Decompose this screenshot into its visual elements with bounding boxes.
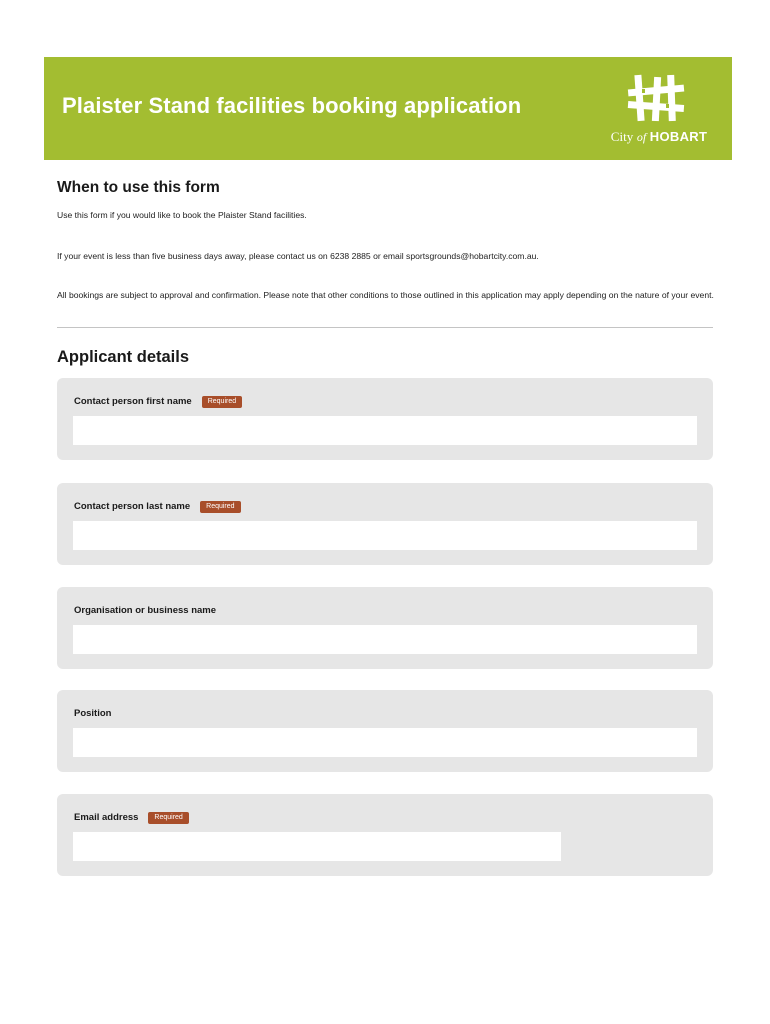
position-field-group [57,690,713,772]
last-name-label-text: Contact person last name [74,501,191,512]
first-name-label [74,396,242,408]
first-name-field-group [57,378,713,460]
logo-city-text: City [610,129,634,144]
last-name-input[interactable] [73,521,697,550]
organisation-label [74,605,216,616]
position-label [74,708,111,719]
intro-paragraph-1: Use this form if you would like to book the Plaister Stand facilities. [57,210,307,220]
organisation-field-group [57,587,713,669]
intro-paragraph-3: All bookings are subject to approval and confirmation. Please note that other conditions to those outlined in this application may apply depending on the nature of your event. [57,290,714,300]
required-badge: Required [148,812,188,824]
organisation-input[interactable] [73,625,697,654]
when-section-heading: When to use this form [57,179,220,196]
first-name-label-text: Contact person first name [74,396,192,407]
first-name-input[interactable] [73,416,697,445]
section-divider [57,327,713,328]
city-of-hobart-logo [604,73,714,145]
applicant-section-heading: Applicant details [57,348,190,366]
logo-of-text: of [636,130,647,144]
last-name-label [74,501,241,513]
intro-paragraph-2: If your event is less than five business days away, please contact us on 6238 2885 or email sportsgrounds@hobartcity.com.au. [57,251,539,261]
email-input[interactable] [73,832,561,861]
required-badge: Required [202,396,242,408]
logo-hobart-text: HOBART [649,129,708,144]
position-input[interactable] [73,728,697,757]
position-label-text: Position [74,708,112,719]
email-label-text: Email address [74,812,139,823]
required-badge: Required [200,501,240,513]
email-field-group [57,794,713,876]
last-name-field-group [57,483,713,565]
organisation-label-text: Organisation or business name [74,605,217,616]
email-label [74,812,189,824]
header-banner [44,57,732,160]
page-title: Plaister Stand facilities booking application [62,93,522,118]
logo-wordmark [604,129,714,145]
city-of-hobart-logo-icon [604,73,714,125]
